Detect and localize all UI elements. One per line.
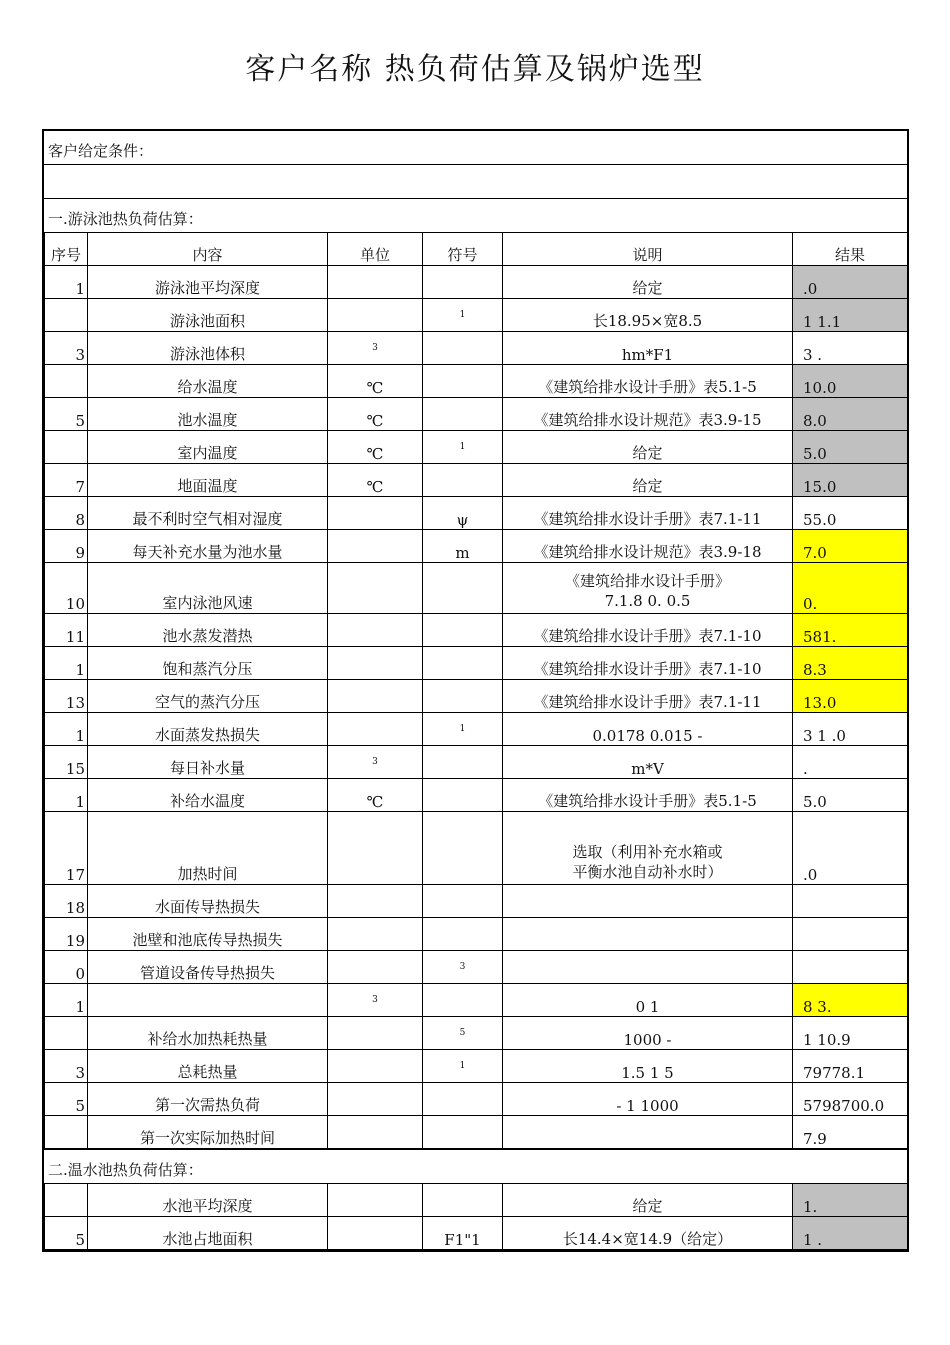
cell-note (503, 812, 793, 885)
cell-symbol: ψ (423, 497, 503, 530)
cell-symbol (423, 1184, 503, 1217)
cell-symbol (423, 332, 503, 365)
cell-no: 13 (45, 680, 88, 713)
cell-no (45, 1017, 88, 1050)
table-row (45, 266, 908, 299)
page-title: 客户名称 热负荷估算及锅炉选型 (245, 52, 705, 87)
cell-result: 10.0 (793, 365, 908, 398)
warm-pool-table (44, 1183, 908, 1250)
cell-item: 总耗热量 (88, 1050, 328, 1083)
cell-unit: 3 (328, 746, 423, 779)
cell-result: 5.0 (793, 431, 908, 464)
cell-note: 0 1 (503, 984, 793, 1017)
cell-note: 给定 (503, 431, 793, 464)
cell-unit (328, 918, 423, 951)
client-conditions-label: 客户给定条件： (48, 142, 154, 160)
cell-symbol: 1 (423, 431, 503, 464)
cell-item: 第一次实际加热时间 (88, 1116, 328, 1149)
table-row (45, 431, 908, 464)
cell-result: 1 1.1 (793, 299, 908, 332)
table-row (45, 614, 908, 647)
cell-result (793, 918, 908, 951)
cell-note: 《建筑给排水设计手册》表7.1-11 (503, 497, 793, 530)
cell-result: .0 (793, 266, 908, 299)
table-row (45, 746, 908, 779)
cell-unit (328, 299, 423, 332)
cell-no: 10 (45, 563, 88, 614)
cell-result: 0. (793, 563, 908, 614)
cell-result: 7.0 (793, 530, 908, 563)
cell-unit (328, 1184, 423, 1217)
cell-unit (328, 266, 423, 299)
cell-note (503, 1116, 793, 1149)
header-item: 内容 (88, 233, 328, 266)
cell-result: 8.0 (793, 398, 908, 431)
cell-item: 水面传导热损失 (88, 885, 328, 918)
cell-item: 饱和蒸汽分压 (88, 647, 328, 680)
cell-result: 15.0 (793, 464, 908, 497)
cell-no: 11 (45, 614, 88, 647)
cell-no: 19 (45, 918, 88, 951)
cell-symbol (423, 779, 503, 812)
cell-result: .0 (793, 812, 908, 885)
cell-note: 《建筑给排水设计手册》表7.1-11 (503, 680, 793, 713)
cell-note: hm*F1 (503, 332, 793, 365)
table-row (45, 918, 908, 951)
cell-item: 第一次需热负荷 (88, 1083, 328, 1116)
cell-unit (328, 1083, 423, 1116)
cell-item: 水池占地面积 (88, 1217, 328, 1250)
cell-symbol: 1 (423, 713, 503, 746)
cell-result: 79778.1 (793, 1050, 908, 1083)
cell-unit (328, 1116, 423, 1149)
cell-no (45, 365, 88, 398)
cell-no: 5 (45, 1217, 88, 1250)
cell-symbol (423, 365, 503, 398)
cell-note: 《建筑给排水设计规范》表3.9-15 (503, 398, 793, 431)
table-row (45, 464, 908, 497)
cell-no: 1 (45, 713, 88, 746)
cell-item: 补给水温度 (88, 779, 328, 812)
cell-item: 游泳池平均深度 (88, 266, 328, 299)
cell-unit (328, 885, 423, 918)
cell-unit: ℃ (328, 398, 423, 431)
header-no: 序号 (45, 233, 88, 266)
cell-symbol (423, 1083, 503, 1116)
table-row (45, 1217, 908, 1250)
cell-result: 3 . (793, 332, 908, 365)
cell-symbol: 3 (423, 951, 503, 984)
cell-no: 5 (45, 398, 88, 431)
cell-note (503, 563, 793, 614)
cell-unit (328, 647, 423, 680)
cell-unit: ℃ (328, 779, 423, 812)
table-row (45, 1184, 908, 1217)
cell-unit (328, 1217, 423, 1250)
cell-no: 17 (45, 812, 88, 885)
table-row (45, 530, 908, 563)
cell-note: 长18.95×宽8.5 (503, 299, 793, 332)
cell-symbol: 5 (423, 1017, 503, 1050)
cell-item: 地面温度 (88, 464, 328, 497)
table-row (45, 563, 908, 614)
cell-no: 1 (45, 984, 88, 1017)
table-row (45, 951, 908, 984)
cell-symbol (423, 812, 503, 885)
cell-item: 给水温度 (88, 365, 328, 398)
table-row (45, 1116, 908, 1149)
cell-note: 给定 (503, 464, 793, 497)
cell-unit (328, 713, 423, 746)
cell-symbol (423, 680, 503, 713)
cell-no: 3 (45, 1050, 88, 1083)
table-row (45, 497, 908, 530)
cell-item: 池水温度 (88, 398, 328, 431)
cell-note: 《建筑给排水设计规范》表3.9-18 (503, 530, 793, 563)
note-line: 7.1.8 0. 0.5 (604, 592, 691, 610)
table-row (45, 812, 908, 885)
cell-note: 长14.4×宽14.9（给定） (503, 1217, 793, 1250)
cell-symbol (423, 563, 503, 614)
table-row (45, 1083, 908, 1116)
header-symbol: 符号 (423, 233, 503, 266)
cell-no: 1 (45, 779, 88, 812)
section-2-heading: 二.温水池热负荷估算： (44, 1149, 907, 1183)
cell-result: 581. (793, 614, 908, 647)
cell-no: 0 (45, 951, 88, 984)
cell-unit (328, 614, 423, 647)
cell-item: 室内泳池风速 (88, 563, 328, 614)
cell-item: 室内温度 (88, 431, 328, 464)
cell-unit (328, 1017, 423, 1050)
cell-item: 每日补水量 (88, 746, 328, 779)
cell-item: 水池平均深度 (88, 1184, 328, 1217)
table-row (45, 299, 908, 332)
cell-note: 给定 (503, 1184, 793, 1217)
cell-result: 1 10.9 (793, 1017, 908, 1050)
table-row (45, 680, 908, 713)
table-row (45, 365, 908, 398)
cell-no: 3 (45, 332, 88, 365)
cell-no: 7 (45, 464, 88, 497)
cell-unit (328, 812, 423, 885)
cell-unit (328, 563, 423, 614)
cell-note: 《建筑给排水设计手册》表5.1-5 (503, 365, 793, 398)
section-1-heading: 一.游泳池热负荷估算： (48, 210, 203, 228)
table-row (45, 332, 908, 365)
cell-item: 管道设备传导热损失 (88, 951, 328, 984)
cell-symbol (423, 885, 503, 918)
cell-result: 8 3. (793, 984, 908, 1017)
cell-note: 1000 - (503, 1017, 793, 1050)
cell-note: m*V (503, 746, 793, 779)
table-row (45, 779, 908, 812)
cell-item: 每天补充水量为池水量 (88, 530, 328, 563)
cell-unit: ℃ (328, 365, 423, 398)
cell-no: 8 (45, 497, 88, 530)
cell-unit: 3 (328, 332, 423, 365)
cell-unit (328, 680, 423, 713)
table-row (45, 1050, 908, 1083)
cell-result (793, 885, 908, 918)
header-unit: 单位 (328, 233, 423, 266)
cell-symbol (423, 614, 503, 647)
cell-symbol: m (423, 530, 503, 563)
cell-note: 0.0178 0.015 - (503, 713, 793, 746)
cell-no (45, 299, 88, 332)
cell-note: - 1 1000 (503, 1083, 793, 1116)
table-row (45, 647, 908, 680)
cell-symbol (423, 746, 503, 779)
cell-no (45, 1184, 88, 1217)
cell-item: 池水蒸发潜热 (88, 614, 328, 647)
cell-unit: 3 (328, 984, 423, 1017)
cell-symbol (423, 464, 503, 497)
calc-sheet (42, 129, 909, 1252)
cell-note (503, 918, 793, 951)
table-row (45, 713, 908, 746)
client-conditions-row (44, 131, 907, 165)
cell-symbol: 1 (423, 1050, 503, 1083)
cell-note: 《建筑给排水设计手册》表7.1-10 (503, 614, 793, 647)
table-row (45, 398, 908, 431)
cell-no: 9 (45, 530, 88, 563)
cell-symbol (423, 984, 503, 1017)
pool-heat-table (44, 232, 908, 1149)
cell-result: 1 . (793, 1217, 908, 1250)
cell-no (45, 431, 88, 464)
header-result: 结果 (793, 233, 908, 266)
cell-no: 1 (45, 266, 88, 299)
cell-no: 1 (45, 647, 88, 680)
cell-item (88, 984, 328, 1017)
cell-result: 55.0 (793, 497, 908, 530)
cell-symbol: F1"1 (423, 1217, 503, 1250)
note-line: 选取（利用补充水箱或 (572, 843, 723, 861)
cell-result: 1. (793, 1184, 908, 1217)
cell-item: 游泳池面积 (88, 299, 328, 332)
cell-unit (328, 951, 423, 984)
cell-result: 13.0 (793, 680, 908, 713)
cell-note: 《建筑给排水设计手册》表5.1-5 (503, 779, 793, 812)
cell-item: 游泳池体积 (88, 332, 328, 365)
cell-note: 《建筑给排水设计手册》表7.1-10 (503, 647, 793, 680)
cell-symbol (423, 918, 503, 951)
cell-symbol (423, 1116, 503, 1149)
cell-item: 池壁和池底传导热损失 (88, 918, 328, 951)
cell-note: 1.5 1 5 (503, 1050, 793, 1083)
cell-unit: ℃ (328, 464, 423, 497)
cell-no: 18 (45, 885, 88, 918)
cell-symbol: 1 (423, 299, 503, 332)
cell-result: 3 1 .0 (793, 713, 908, 746)
cell-unit: ℃ (328, 431, 423, 464)
cell-item: 水面蒸发热损失 (88, 713, 328, 746)
note-line: 《建筑给排水设计手册》 (564, 572, 730, 590)
cell-result (793, 951, 908, 984)
cell-result: 7.9 (793, 1116, 908, 1149)
cell-item: 空气的蒸汽分压 (88, 680, 328, 713)
cell-note: 给定 (503, 266, 793, 299)
cell-result: 5798700.0 (793, 1083, 908, 1116)
note-line: 平衡水池自动补水时） (572, 863, 723, 881)
blank-row (44, 165, 907, 199)
header-note: 说明 (503, 233, 793, 266)
cell-item: 最不利时空气相对湿度 (88, 497, 328, 530)
cell-no (45, 1116, 88, 1149)
cell-note (503, 951, 793, 984)
cell-no: 5 (45, 1083, 88, 1116)
cell-result: 8.3 (793, 647, 908, 680)
cell-unit (328, 1050, 423, 1083)
cell-unit (328, 497, 423, 530)
cell-symbol (423, 398, 503, 431)
cell-result: 5.0 (793, 779, 908, 812)
cell-symbol (423, 647, 503, 680)
table-header (45, 233, 908, 266)
table-row (45, 1017, 908, 1050)
cell-item: 补给水加热耗热量 (88, 1017, 328, 1050)
cell-no: 15 (45, 746, 88, 779)
cell-symbol (423, 266, 503, 299)
cell-note (503, 885, 793, 918)
table-row (45, 885, 908, 918)
cell-unit (328, 530, 423, 563)
cell-item: 加热时间 (88, 812, 328, 885)
table-row (45, 984, 908, 1017)
cell-result: . (793, 746, 908, 779)
